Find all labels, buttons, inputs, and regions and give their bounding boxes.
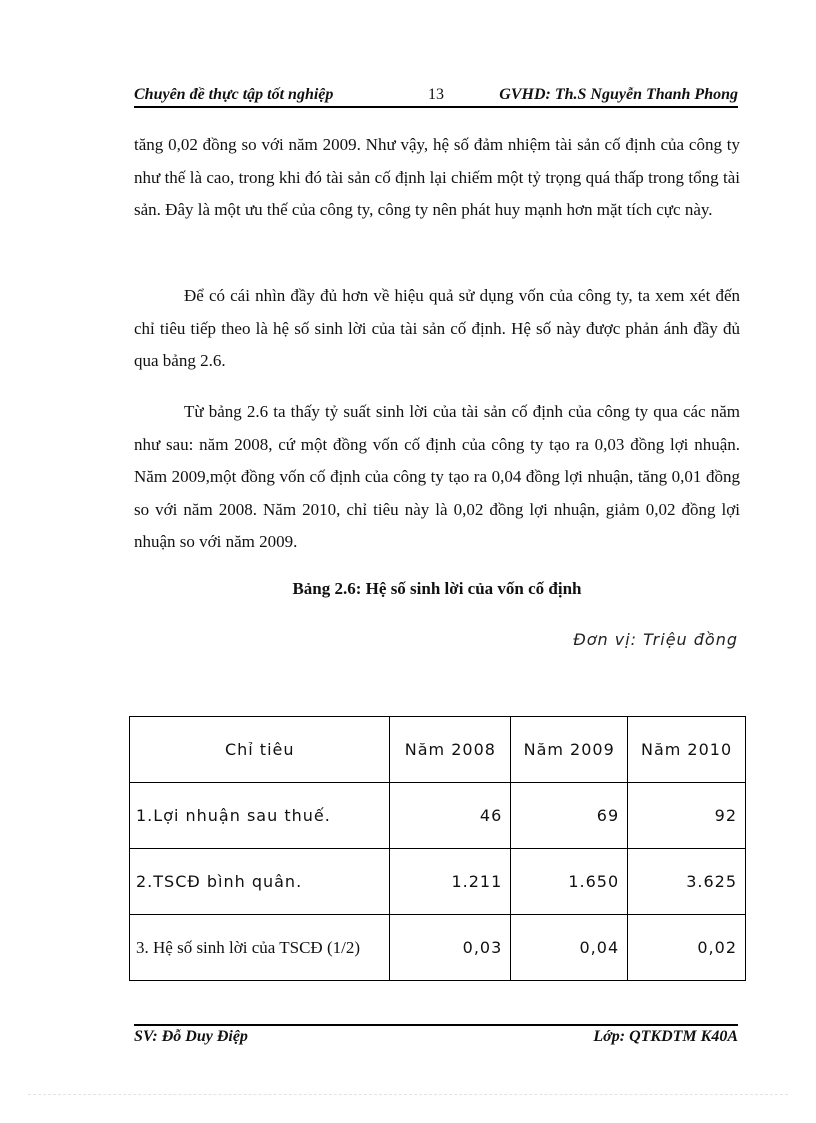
column-header: Năm 2010 — [628, 717, 746, 783]
header-left-text: Chuyên đề thực tập tốt nghiệp — [134, 86, 334, 103]
header-rule — [134, 106, 738, 108]
paragraph-1: tăng 0,02 đồng so với năm 2009. Như vậy, hệ số đảm nhiệm tài sản cố định của công ty như thế là cao, trong khi đó tài sản cố định lại chiếm một tỷ trọng quá thấp trong tổng tài sản. Đây là một ưu thế của công ty, công ty nên phát huy mạnh hơn mặt tích cực này. — [134, 135, 740, 219]
table-cell: 92 — [628, 783, 746, 849]
row-label: 2.TSCĐ bình quân. — [130, 849, 390, 915]
table-title: Bảng 2.6: Hệ số sinh lời của vốn cố định — [292, 579, 582, 598]
table-cell: 69 — [511, 783, 628, 849]
page-footer — [134, 1028, 738, 1052]
table-row — [130, 915, 746, 981]
paragraph-2: Để có cái nhìn đầy đủ hơn về hiệu quả sử dụng vốn của công ty, ta xem xét đến chỉ tiêu tiếp theo là hệ số sinh lời của tài sản cố định. Hệ số này được phản ánh đầy đủ qua bảng 2.6. — [134, 286, 740, 370]
row-label: 3. Hệ số sinh lời của TSCĐ (1/2) — [130, 915, 390, 981]
footer-student: SV: Đỗ Duy Điệp — [134, 1028, 248, 1045]
table-cell: 1.211 — [390, 849, 511, 915]
column-header: Năm 2008 — [390, 717, 511, 783]
table-cell: 0,02 — [628, 915, 746, 981]
table-unit: Đơn vị: Triệu đồng — [573, 630, 738, 649]
table-row — [130, 849, 746, 915]
column-header: Chỉ tiêu — [130, 717, 390, 783]
table-row — [130, 783, 746, 849]
footer-class: Lớp: QTKDTM K40A — [593, 1028, 738, 1045]
footer-rule — [134, 1024, 738, 1026]
table-cell: 46 — [390, 783, 511, 849]
page-number: 13 — [428, 86, 444, 103]
data-table — [129, 716, 746, 981]
column-header: Năm 2009 — [511, 717, 628, 783]
page-header — [134, 82, 738, 108]
table-cell: 0,03 — [390, 915, 511, 981]
table-cell: 0,04 — [511, 915, 628, 981]
page-edge-divider — [28, 1094, 788, 1095]
header-right-text: GVHD: Th.S Nguyễn Thanh Phong — [499, 86, 738, 103]
row-label: 1.Lợi nhuận sau thuế. — [130, 783, 390, 849]
table-header-row — [130, 717, 746, 783]
table-cell: 3.625 — [628, 849, 746, 915]
table-cell: 1.650 — [511, 849, 628, 915]
paragraph-3: Từ bảng 2.6 ta thấy tỷ suất sinh lời của tài sản cố định của công ty qua các năm như sau: năm 2008, cứ một đồng vốn cố định của công ty tạo ra 0,03 đồng lợi nhuận. Năm 2009,một đồng vốn cố định của công ty tạo ra 0,04 đồng lợi nhuận, tăng 0,01 đồng so với năm 2008. Năm 2010, chỉ tiêu này là 0,02 đồng lợi nhuận, giảm 0,02 đồng lợi nhuận so với năm 2009. — [134, 402, 740, 551]
